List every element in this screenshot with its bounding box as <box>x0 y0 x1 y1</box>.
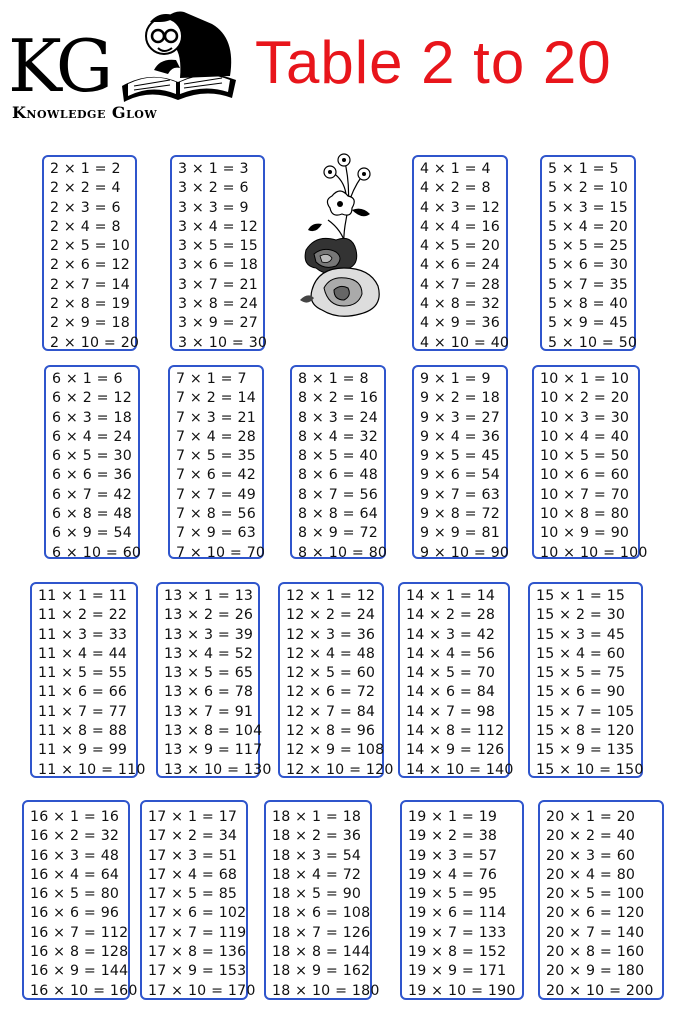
table-row: 16 × 3 = 48 <box>30 847 120 864</box>
table-row: 13 × 4 = 52 <box>164 645 254 662</box>
table-row: 14 × 6 = 84 <box>406 684 496 701</box>
table-row: 7 × 6 = 42 <box>176 467 256 484</box>
table-row: 17 × 10 = 170 <box>148 982 256 999</box>
knowledge-glow-logo <box>8 8 240 124</box>
table-row: 8 × 2 = 16 <box>298 390 378 407</box>
table-row: 7 × 2 = 14 <box>176 390 256 407</box>
times-table-box <box>44 365 140 559</box>
table-row: 10 × 9 = 90 <box>540 525 630 542</box>
table-row: 19 × 8 = 152 <box>408 944 507 961</box>
table-row: 14 × 1 = 14 <box>406 588 496 604</box>
table-row: 16 × 4 = 64 <box>30 866 120 883</box>
table-row: 11 × 7 = 77 <box>38 703 128 720</box>
table-row: 2 × 2 = 4 <box>50 180 121 197</box>
table-row: 3 × 1 = 3 <box>178 161 249 177</box>
table-row: 6 × 6 = 36 <box>52 467 132 484</box>
table-row: 12 × 1 = 12 <box>286 588 376 604</box>
table-row: 10 × 6 = 60 <box>540 467 630 484</box>
table-row: 8 × 4 = 32 <box>298 428 378 445</box>
table-row: 3 × 8 = 24 <box>178 296 258 313</box>
table-row: 20 × 6 = 120 <box>546 905 645 922</box>
table-row: 11 × 1 = 11 <box>38 588 128 604</box>
table-row: 14 × 8 = 112 <box>406 723 505 740</box>
times-table-box <box>532 365 648 561</box>
table-row: 10 × 3 = 30 <box>540 409 630 426</box>
table-row: 12 × 5 = 60 <box>286 665 376 682</box>
table-row: 15 × 5 = 75 <box>536 665 626 682</box>
table-row: 4 × 7 = 28 <box>420 276 500 293</box>
table-row: 13 × 7 = 91 <box>164 703 254 720</box>
table-row: 7 × 5 = 35 <box>176 448 256 465</box>
table-row: 16 × 6 = 96 <box>30 905 120 922</box>
table-row: 2 × 8 = 19 <box>50 296 130 313</box>
table-row: 2 × 7 = 14 <box>50 276 130 293</box>
table-row: 12 × 6 = 72 <box>286 684 376 701</box>
table-row: 6 × 7 = 42 <box>52 486 132 503</box>
table-row: 14 × 4 = 56 <box>406 645 496 662</box>
table-row: 2 × 3 = 6 <box>50 199 121 216</box>
table-row: 12 × 9 = 108 <box>286 742 385 759</box>
table-row: 16 × 9 = 144 <box>30 963 129 980</box>
table-row: 18 × 1 = 18 <box>272 809 362 825</box>
table-row: 17 × 1 = 17 <box>148 809 238 825</box>
times-table-box <box>156 582 272 778</box>
table-row: 8 × 8 = 64 <box>298 506 378 523</box>
table-row: 9 × 5 = 45 <box>420 448 500 465</box>
table-row: 15 × 9 = 135 <box>536 742 635 759</box>
table-row: 2 × 9 = 18 <box>50 315 130 332</box>
table-row: 15 × 3 = 45 <box>536 626 626 643</box>
table-row: 17 × 4 = 68 <box>148 866 238 883</box>
table-row: 20 × 2 = 40 <box>546 828 636 845</box>
table-row: 14 × 3 = 42 <box>406 626 496 643</box>
table-row: 14 × 5 = 70 <box>406 665 496 682</box>
times-table-box <box>290 365 386 559</box>
table-row: 17 × 3 = 51 <box>148 847 238 864</box>
table-row: 10 × 8 = 80 <box>540 506 630 523</box>
table-row: 20 × 5 = 100 <box>546 886 645 903</box>
table-row: 11 × 5 = 55 <box>38 665 128 682</box>
table-row: 20 × 8 = 160 <box>546 944 645 961</box>
table-row: 13 × 6 = 78 <box>164 684 254 701</box>
table-row: 6 × 1 = 6 <box>52 371 123 387</box>
table-row: 10 × 4 = 40 <box>540 428 630 445</box>
table-row: 18 × 7 = 126 <box>272 924 371 941</box>
table-row: 15 × 1 = 15 <box>536 588 626 604</box>
table-row: 6 × 2 = 12 <box>52 390 132 407</box>
times-table-box <box>412 365 508 559</box>
table-row: 5 × 10 = 50 <box>548 334 638 351</box>
table-row: 4 × 3 = 12 <box>420 199 500 216</box>
table-row: 9 × 4 = 36 <box>420 428 500 445</box>
table-row: 7 × 4 = 28 <box>176 428 256 445</box>
table-row: 12 × 10 = 120 <box>286 761 394 778</box>
times-table-box <box>538 800 664 1000</box>
table-row: 5 × 6 = 30 <box>548 257 628 274</box>
table-row: 20 × 1 = 20 <box>546 809 636 825</box>
table-row: 5 × 5 = 25 <box>548 238 628 255</box>
table-row: 6 × 4 = 24 <box>52 428 132 445</box>
times-table-box <box>398 582 514 778</box>
table-row: 16 × 7 = 112 <box>30 924 129 941</box>
table-row: 5 × 7 = 35 <box>548 276 628 293</box>
times-table-box <box>412 155 508 351</box>
times-table-box <box>528 582 643 778</box>
table-row: 19 × 5 = 95 <box>408 886 498 903</box>
table-row: 12 × 8 = 96 <box>286 723 376 740</box>
table-row: 4 × 10 = 40 <box>420 334 510 351</box>
table-row: 2 × 4 = 8 <box>50 218 121 235</box>
table-row: 4 × 4 = 16 <box>420 218 500 235</box>
table-row: 2 × 5 = 10 <box>50 238 130 255</box>
table-row: 14 × 10 = 140 <box>406 761 514 778</box>
table-row: 5 × 8 = 40 <box>548 296 628 313</box>
table-row: 13 × 8 = 104 <box>164 723 263 740</box>
table-row: 13 × 5 = 65 <box>164 665 254 682</box>
table-row: 8 × 9 = 72 <box>298 525 378 542</box>
table-row: 9 × 7 = 63 <box>420 486 500 503</box>
table-row: 10 × 2 = 20 <box>540 390 630 407</box>
table-row: 3 × 9 = 27 <box>178 315 258 332</box>
table-row: 6 × 8 = 48 <box>52 506 132 523</box>
table-row: 5 × 1 = 5 <box>548 161 619 177</box>
times-table-box <box>264 800 380 1000</box>
table-row: 20 × 4 = 80 <box>546 866 636 883</box>
table-row: 7 × 10 = 70 <box>176 544 266 561</box>
table-row: 20 × 9 = 180 <box>546 963 645 980</box>
table-row: 6 × 10 = 60 <box>52 544 142 561</box>
table-row: 4 × 9 = 36 <box>420 315 500 332</box>
table-row: 8 × 1 = 8 <box>298 371 369 387</box>
times-table-box <box>170 155 268 351</box>
table-row: 13 × 3 = 39 <box>164 626 254 643</box>
table-row: 12 × 7 = 84 <box>286 703 376 720</box>
table-row: 11 × 9 = 99 <box>38 742 128 759</box>
header <box>0 0 683 130</box>
table-row: 2 × 6 = 12 <box>50 257 130 274</box>
table-row: 18 × 4 = 72 <box>272 866 362 883</box>
table-row: 11 × 4 = 44 <box>38 645 128 662</box>
table-row: 19 × 4 = 76 <box>408 866 498 883</box>
table-row: 11 × 2 = 22 <box>38 607 128 624</box>
times-table-box <box>22 800 138 1000</box>
table-row: 5 × 2 = 10 <box>548 180 628 197</box>
table-row: 12 × 4 = 48 <box>286 645 376 662</box>
table-row: 8 × 5 = 40 <box>298 448 378 465</box>
times-table-box <box>168 365 264 559</box>
times-table-box <box>42 155 140 351</box>
table-row: 18 × 8 = 144 <box>272 944 371 961</box>
table-row: 17 × 9 = 153 <box>148 963 247 980</box>
table-row: 17 × 5 = 85 <box>148 886 238 903</box>
table-row: 11 × 10 = 110 <box>38 761 146 778</box>
table-row: 4 × 2 = 8 <box>420 180 491 197</box>
table-row: 2 × 1 = 2 <box>50 161 121 177</box>
table-row: 5 × 9 = 45 <box>548 315 628 332</box>
table-row: 7 × 7 = 49 <box>176 486 256 503</box>
table-row: 20 × 10 = 200 <box>546 982 654 999</box>
table-row: 11 × 8 = 88 <box>38 723 128 740</box>
times-table-box <box>400 800 524 1000</box>
table-row: 18 × 9 = 162 <box>272 963 371 980</box>
table-row: 15 × 6 = 90 <box>536 684 626 701</box>
table-row: 4 × 6 = 24 <box>420 257 500 274</box>
table-row: 9 × 2 = 18 <box>420 390 500 407</box>
table-row: 3 × 10 = 30 <box>178 334 268 351</box>
table-row: 20 × 3 = 60 <box>546 847 636 864</box>
table-row: 9 × 10 = 90 <box>420 544 510 561</box>
table-row: 3 × 4 = 12 <box>178 218 258 235</box>
table-row: 20 × 7 = 140 <box>546 924 645 941</box>
table-row: 3 × 7 = 21 <box>178 276 258 293</box>
table-row: 19 × 6 = 114 <box>408 905 507 922</box>
table-row: 18 × 6 = 108 <box>272 905 371 922</box>
table-row: 13 × 1 = 13 <box>164 588 254 604</box>
table-row: 16 × 1 = 16 <box>30 809 120 825</box>
table-row: 13 × 9 = 117 <box>164 742 263 759</box>
table-row: 16 × 5 = 80 <box>30 886 120 903</box>
table-row: 13 × 10 = 130 <box>164 761 272 778</box>
table-row: 7 × 8 = 56 <box>176 506 256 523</box>
table-row: 8 × 3 = 24 <box>298 409 378 426</box>
table-row: 8 × 10 = 80 <box>298 544 388 561</box>
table-row: 2 × 10 = 20 <box>50 334 140 351</box>
table-row: 6 × 9 = 54 <box>52 525 132 542</box>
table-row: 16 × 2 = 32 <box>30 828 120 845</box>
table-row: 19 × 1 = 19 <box>408 809 498 825</box>
table-row: 15 × 10 = 150 <box>536 761 644 778</box>
table-row: 15 × 4 = 60 <box>536 645 626 662</box>
table-row: 14 × 2 = 28 <box>406 607 496 624</box>
table-row: 14 × 7 = 98 <box>406 703 496 720</box>
table-row: 6 × 5 = 30 <box>52 448 132 465</box>
table-row: 15 × 2 = 30 <box>536 607 626 624</box>
table-row: 18 × 10 = 180 <box>272 982 380 999</box>
table-row: 11 × 6 = 66 <box>38 684 128 701</box>
times-table-box <box>278 582 394 778</box>
table-row: 3 × 5 = 15 <box>178 238 258 255</box>
table-row: 5 × 4 = 20 <box>548 218 628 235</box>
table-row: 9 × 9 = 81 <box>420 525 500 542</box>
table-row: 3 × 3 = 9 <box>178 199 249 216</box>
table-row: 4 × 1 = 4 <box>420 161 491 177</box>
times-table-box <box>540 155 636 351</box>
page-title: Table 2 to 20 <box>255 29 612 96</box>
table-row: 6 × 3 = 18 <box>52 409 132 426</box>
table-row: 17 × 6 = 102 <box>148 905 247 922</box>
table-row: 10 × 7 = 70 <box>540 486 630 503</box>
table-row: 8 × 6 = 48 <box>298 467 378 484</box>
table-row: 10 × 1 = 10 <box>540 371 630 387</box>
table-row: 9 × 3 = 27 <box>420 409 500 426</box>
table-row: 19 × 10 = 190 <box>408 982 516 999</box>
times-table-box <box>30 582 146 778</box>
table-row: 19 × 2 = 38 <box>408 828 498 845</box>
table-row: 4 × 5 = 20 <box>420 238 500 255</box>
table-row: 15 × 8 = 120 <box>536 723 635 740</box>
table-row: 17 × 2 = 34 <box>148 828 238 845</box>
table-row: 14 × 9 = 126 <box>406 742 505 759</box>
table-row: 15 × 7 = 105 <box>536 703 635 720</box>
table-row: 3 × 6 = 18 <box>178 257 258 274</box>
table-row: 17 × 7 = 119 <box>148 924 247 941</box>
table-row: 7 × 9 = 63 <box>176 525 256 542</box>
table-row: 10 × 5 = 50 <box>540 448 630 465</box>
table-row: 4 × 8 = 32 <box>420 296 500 313</box>
logo-name: Knowledge Glow <box>12 103 158 122</box>
table-row: 16 × 8 = 128 <box>30 944 129 961</box>
table-row: 17 × 8 = 136 <box>148 944 247 961</box>
table-row: 12 × 3 = 36 <box>286 626 376 643</box>
reading-scholar-icon <box>120 8 238 102</box>
table-row: 5 × 3 = 15 <box>548 199 628 216</box>
flower-decoration-icon <box>292 150 390 318</box>
table-row: 7 × 1 = 7 <box>176 371 247 387</box>
table-row: 19 × 3 = 57 <box>408 847 498 864</box>
table-row: 19 × 9 = 171 <box>408 963 507 980</box>
table-row: 7 × 3 = 21 <box>176 409 256 426</box>
table-row: 3 × 2 = 6 <box>178 180 249 197</box>
table-row: 9 × 6 = 54 <box>420 467 500 484</box>
table-row: 9 × 1 = 9 <box>420 371 491 387</box>
table-row: 12 × 2 = 24 <box>286 607 376 624</box>
table-row: 8 × 7 = 56 <box>298 486 378 503</box>
table-row: 13 × 2 = 26 <box>164 607 254 624</box>
table-row: 18 × 5 = 90 <box>272 886 362 903</box>
table-row: 18 × 2 = 36 <box>272 828 362 845</box>
table-row: 9 × 8 = 72 <box>420 506 500 523</box>
table-row: 19 × 7 = 133 <box>408 924 507 941</box>
table-row: 18 × 3 = 54 <box>272 847 362 864</box>
times-table-box <box>140 800 256 1000</box>
logo-letters: KG <box>8 24 108 108</box>
table-row: 10 × 10 = 100 <box>540 544 648 561</box>
table-row: 16 × 10 = 160 <box>30 982 138 999</box>
table-row: 11 × 3 = 33 <box>38 626 128 643</box>
